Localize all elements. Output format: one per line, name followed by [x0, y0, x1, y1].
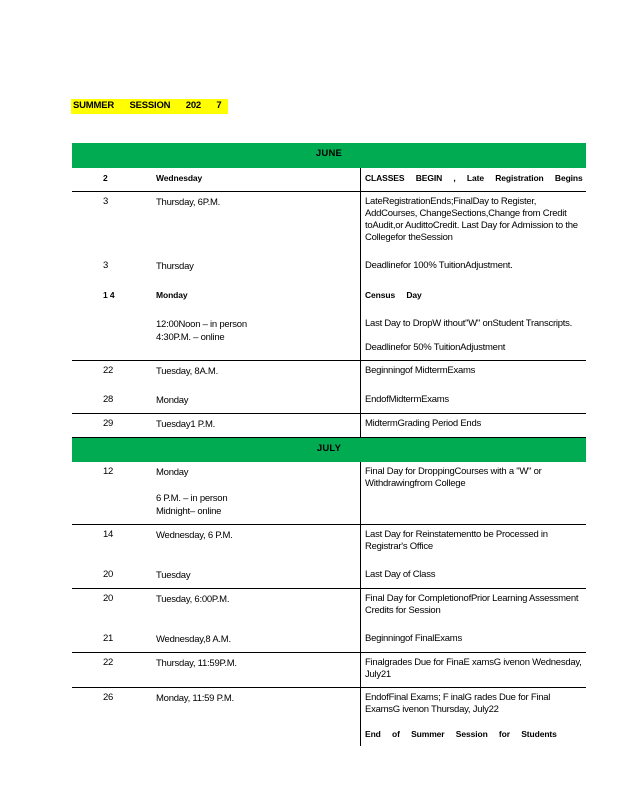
detail-text: End of Summer Session for Students: [365, 729, 557, 739]
date-cell: 2: [103, 173, 108, 183]
date-cell: 29: [103, 418, 114, 429]
detail-cell: [360, 414, 586, 437]
schedule-table: [72, 143, 586, 746]
day-cell: [156, 314, 360, 360]
day-line: Thursday, 11:59P.M.: [156, 658, 237, 669]
row-group: [72, 524, 586, 588]
detail-cell: [360, 653, 586, 687]
date-cell: 1 4: [103, 290, 115, 300]
row-group: [72, 687, 586, 746]
day-line: Monday, 11:59 P.M.: [156, 693, 234, 704]
detail-text: MidtermGrading Period Ends: [365, 418, 481, 429]
row-group: [72, 360, 586, 413]
day-cell: [156, 589, 360, 629]
day-line: Wednesday, 6 P.M.: [156, 530, 233, 541]
day-line: 6 P.M. – in person: [156, 493, 228, 504]
date-cell: 26: [103, 692, 114, 703]
day-cell: [156, 168, 360, 191]
day-cell: [156, 285, 360, 314]
date-cell: 14: [103, 529, 114, 540]
detail-cell: [360, 192, 586, 256]
day-line: Tuesday: [156, 570, 191, 581]
date-cell: 12: [103, 466, 114, 477]
day-line: Monday: [156, 290, 188, 300]
detail-text: Deadlinefor 100% TuitionAdjustment.: [365, 260, 513, 271]
detail-cell: [360, 565, 586, 588]
schedule-row: [72, 414, 586, 437]
schedule-row: [72, 390, 586, 413]
row-group: [72, 413, 586, 437]
schedule-row: [72, 168, 586, 191]
date-cell: 3: [103, 260, 109, 271]
day-line: Wednesday,8 A.M.: [156, 634, 231, 645]
day-line: Tuesday, 6:00P.M.: [156, 594, 230, 605]
day-line: Tuesday1 P.M.: [156, 419, 216, 430]
detail-cell: [360, 361, 586, 390]
schedule-row: [72, 361, 586, 390]
row-group: [72, 168, 586, 191]
day-cell: [156, 462, 360, 524]
schedule-row: [72, 314, 586, 360]
row-group: [72, 191, 586, 360]
schedule-row: [72, 565, 586, 588]
detail-text: CLASSES BEGIN , Late Registration Begins: [365, 173, 583, 183]
document-title: SUMMER SESSION 202 7: [71, 99, 228, 114]
day-cell: [156, 390, 360, 413]
date-cell: 20: [103, 569, 114, 580]
day-line: Midnight– online: [156, 506, 222, 517]
schedule-row: [72, 525, 586, 565]
detail-cell: [360, 629, 586, 652]
detail-text: Last Day of Class: [365, 569, 436, 580]
detail-cell: [360, 688, 586, 746]
schedule-row: [72, 688, 586, 746]
schedule-row: [72, 285, 586, 314]
detail-text: Beginningof FinalExams: [365, 633, 462, 644]
date-cell: 3: [103, 196, 109, 207]
day-line: Tuesday, 8A.M.: [156, 366, 218, 377]
date-cell: 22: [103, 657, 114, 668]
detail-text: Finalgrades Due for FinaE xamsG ivenon Wednesday, July21: [365, 657, 582, 680]
date-cell: [72, 314, 156, 360]
day-cell: [156, 565, 360, 588]
detail-cell: [360, 390, 586, 413]
detail-cell: [360, 589, 586, 629]
date-cell: 20: [103, 593, 114, 604]
day-cell: [156, 629, 360, 652]
day-cell: [156, 653, 360, 687]
detail-cell: [360, 285, 586, 314]
schedule-row: [72, 192, 586, 256]
row-group: [72, 588, 586, 652]
detail-text: Census Day: [365, 290, 422, 300]
row-group: [72, 652, 586, 687]
day-cell: [156, 525, 360, 565]
month-header: JULY: [72, 437, 586, 462]
month-section-july: [72, 437, 586, 746]
detail-cell: [360, 314, 586, 360]
detail-text: LateRegistrationEnds;FinalDay to Register, AddCourses, ChangeSections,Change from Credit toAudit,or AudittoCredit. Last Day for Admission to the Collegefor theSession: [365, 196, 578, 243]
day-cell: [156, 688, 360, 746]
detail-cell: [360, 525, 586, 565]
detail-cell: [360, 462, 586, 524]
day-line: 12:00Noon – in person: [156, 319, 247, 330]
detail-text: Beginningof MidtermExams: [365, 365, 476, 376]
day-cell: [156, 256, 360, 285]
schedule-row: [72, 589, 586, 629]
detail-text: EndofFinal Exams; F inalG rades Due for Final ExamsG ivenon Thursday, July22: [365, 692, 551, 715]
day-line: Thursday, 6P.M.: [156, 197, 221, 208]
schedule-row: [72, 653, 586, 687]
day-cell: [156, 414, 360, 437]
detail-text: Last Day for Reinstatementto be Processed in Registrar's Office: [365, 529, 548, 552]
detail-cell: [360, 256, 586, 285]
detail-cell: [360, 168, 586, 191]
day-line: 4:30P.M. – online: [156, 332, 225, 343]
detail-text: Final Day for CompletionofPrior Learning Assessment Credits for Session: [365, 593, 579, 616]
schedule-row: [72, 256, 586, 285]
row-group: [72, 462, 586, 524]
date-cell: 22: [103, 365, 114, 376]
month-header: JUNE: [72, 143, 586, 168]
detail-text: Deadlinefor 50% TuitionAdjustment: [365, 342, 506, 353]
detail-text: Final Day for DroppingCourses with a "W" or Withdrawingfrom College: [365, 466, 542, 489]
day-cell: [156, 192, 360, 256]
month-section-june: [72, 143, 586, 437]
date-cell: 21: [103, 633, 114, 644]
detail-text: Last Day to DropW ithout"W" onStudent Transcripts.: [365, 318, 573, 329]
day-line: [156, 479, 354, 492]
day-line: Thursday: [156, 261, 194, 272]
day-line: Monday: [156, 395, 189, 406]
schedule-row: [72, 629, 586, 652]
detail-text: EndofMidtermExams: [365, 394, 449, 405]
date-cell: 28: [103, 394, 114, 405]
schedule-row: [72, 462, 586, 524]
day-cell: [156, 361, 360, 390]
day-line: Wednesday: [156, 173, 203, 183]
day-line: Monday: [156, 467, 189, 478]
